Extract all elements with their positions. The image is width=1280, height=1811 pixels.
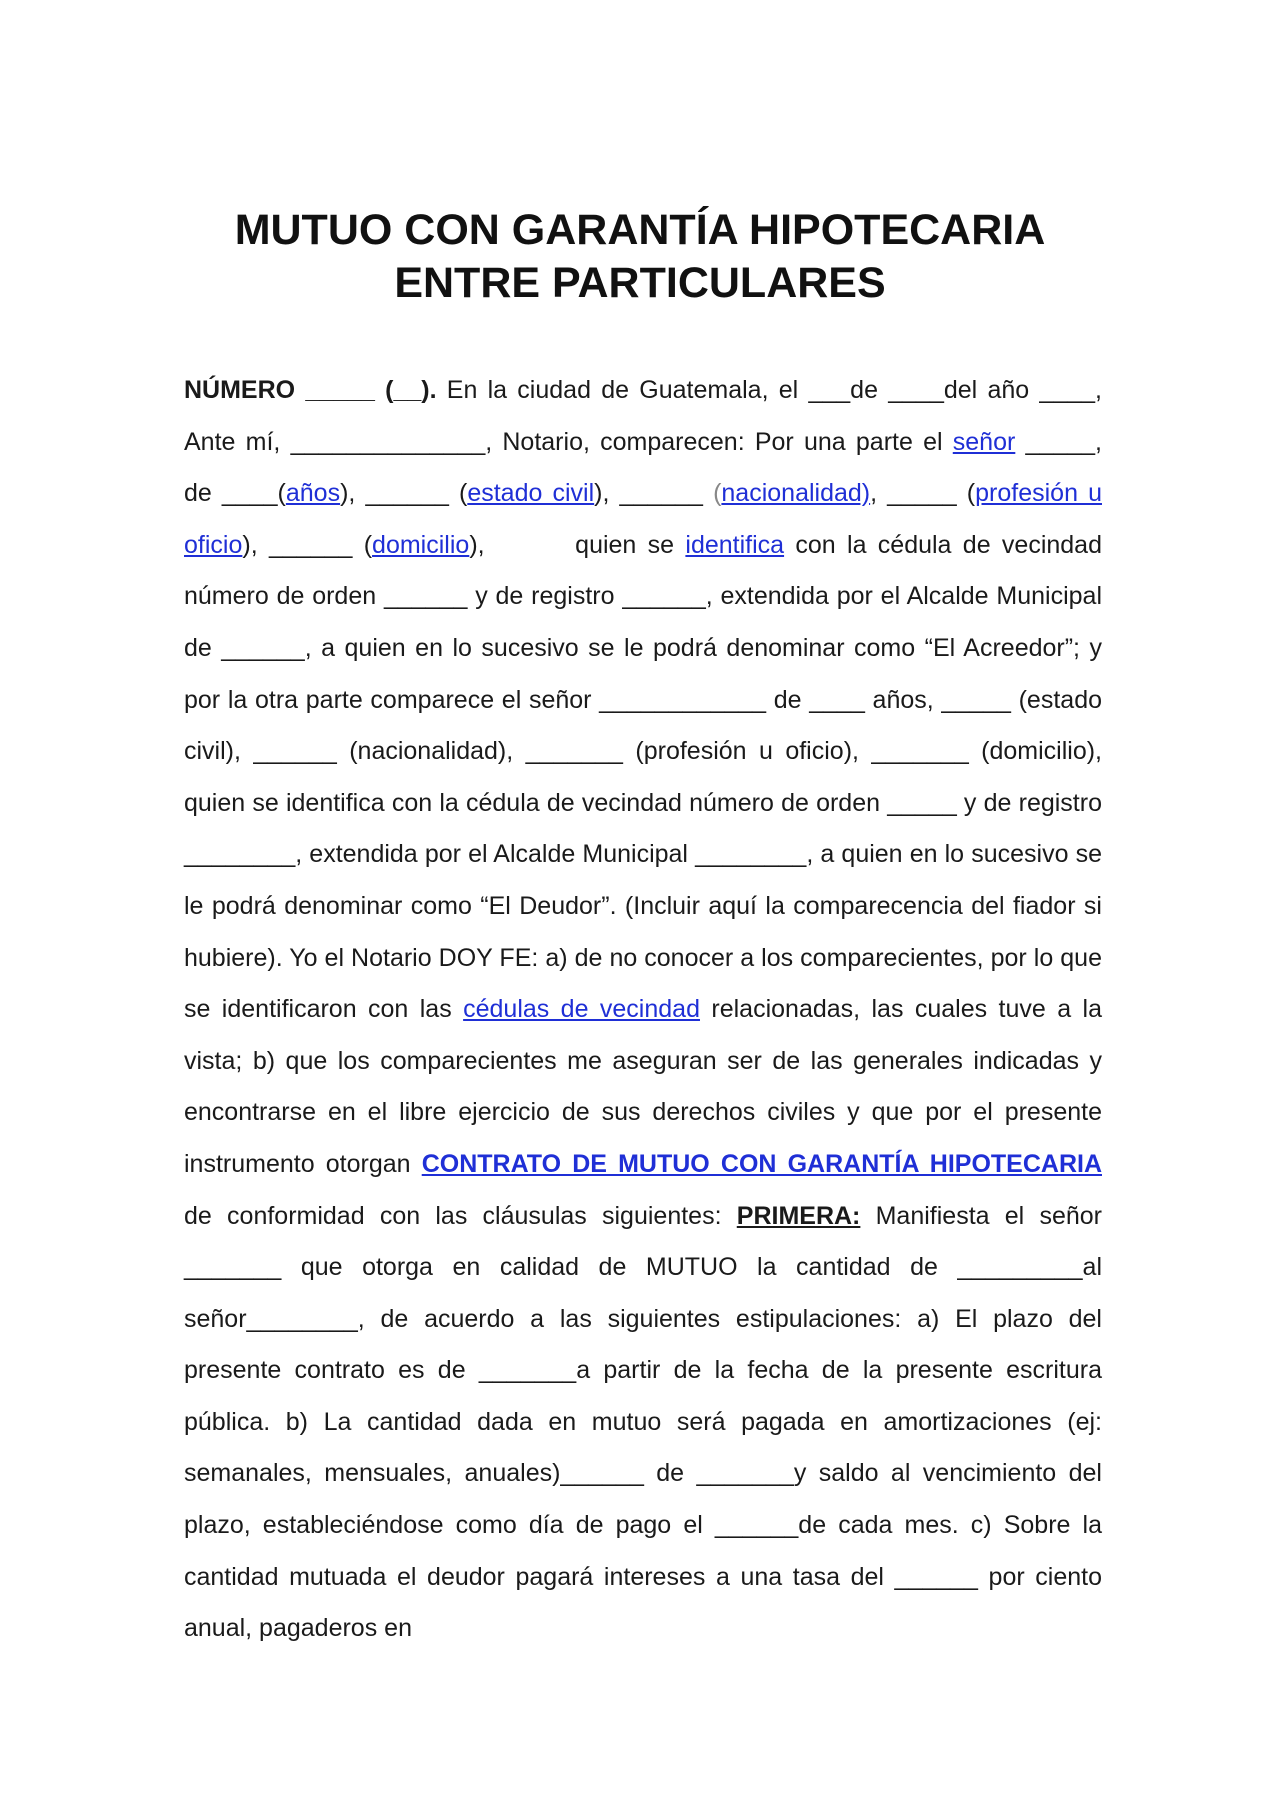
body-text-segment: En la ciudad de Guatemala, el ___de ____del año ____, Ante mí, ______________, Notario, comparecen: Por una parte el — [184, 376, 1102, 456]
contract-body — [184, 365, 1102, 1655]
body-text-segment: _____, de ____( — [184, 427, 1102, 508]
link-senor[interactable]: señor — [952, 427, 1016, 456]
body-text-segment: con la cédula de vecindad número de orden ______ y de registro ______, extendida por el Alcalde Municipal de ______, a quien en lo sucesivo se le podrá denominar como “El Acreedor”; y por la otra parte comparece el señor ____________ de ____ años, _____ (estado civil), ______ (nacionalidad), _______ (profesión u oficio), _______ (domicilio), quien se identifica con la cédula de vecindad número de orden _____ y de registro ________, extendida por el Alcalde Municipal ________, a quien en lo sucesivo se le podrá denominar como “El Deudor”. (Incluir aquí la comparecencia del fiador si hubiere). Yo el Notario DOY FE: a) de no conocer a los comparecientes, por lo que se identificaron con las — [184, 530, 1102, 1024]
body-text-segment: Manifiesta el señor _______ que otorga en calidad de MUTUO la cantidad de _________al señor________, de acuerdo a las siguientes estipulaciones: a) El plazo del presente contrato es de _______a partir de la fecha de la presente escritura pública. b) La cantidad dada en mutuo será pagada en amortizaciones (ej: semanales, mensuales, anuales)______ de _______y saldo al vencimiento del plazo, estableciéndose como día de pago el ______de cada mes. c) Sobre la cantidad mutuada el deudor pagará intereses a una tasa del ______ por ciento anual, pagaderos en — [184, 1201, 1102, 1643]
link-identifica[interactable]: identifica — [685, 530, 785, 559]
title-line-2: ENTRE PARTICULARES — [394, 259, 886, 307]
link-profesion-u-oficio[interactable]: profesión u oficio — [184, 479, 1102, 559]
body-text-segment: de conformidad con las cláusulas siguientes: — [184, 1201, 737, 1230]
link-cedulas-de-vecindad[interactable]: cédulas de vecindad — [463, 995, 700, 1024]
clause-primera-heading: PRIMERA: — [736, 1201, 861, 1230]
body-text-segment: ), ______ — [594, 479, 714, 508]
title-line-1: MUTUO CON GARANTÍA HIPOTECARIA — [234, 206, 1046, 254]
link-domicilio[interactable]: domicilio — [372, 530, 470, 559]
document-title — [0, 204, 1280, 310]
body-text-segment: ), ______ ( — [242, 530, 373, 559]
body-text-segment: ), ______ ( — [340, 479, 468, 508]
body-text-segment: ( — [713, 479, 722, 508]
body-text-segment: , _____ ( — [870, 479, 976, 508]
link-nacionalidad[interactable]: nacionalidad) — [721, 479, 871, 508]
link-estado-civil[interactable]: estado civil — [467, 479, 595, 508]
link-contrato-de-mutuo[interactable]: CONTRATO DE MUTUO CON GARANTÍA HIPOTECARIA — [421, 1149, 1102, 1178]
body-text-segment: ), quien se — [469, 530, 686, 559]
numero-heading: NÚMERO _____ (__). — [184, 376, 437, 404]
body-text-segment: relacionadas, las cuales tuve a la vista; b) que los comparecientes me aseguran ser de las generales indicadas y encontrarse en el libre ejercicio de sus derechos civiles y que por el presente instrumento otorgan — [184, 995, 1102, 1178]
link-anos[interactable]: años — [285, 479, 341, 508]
